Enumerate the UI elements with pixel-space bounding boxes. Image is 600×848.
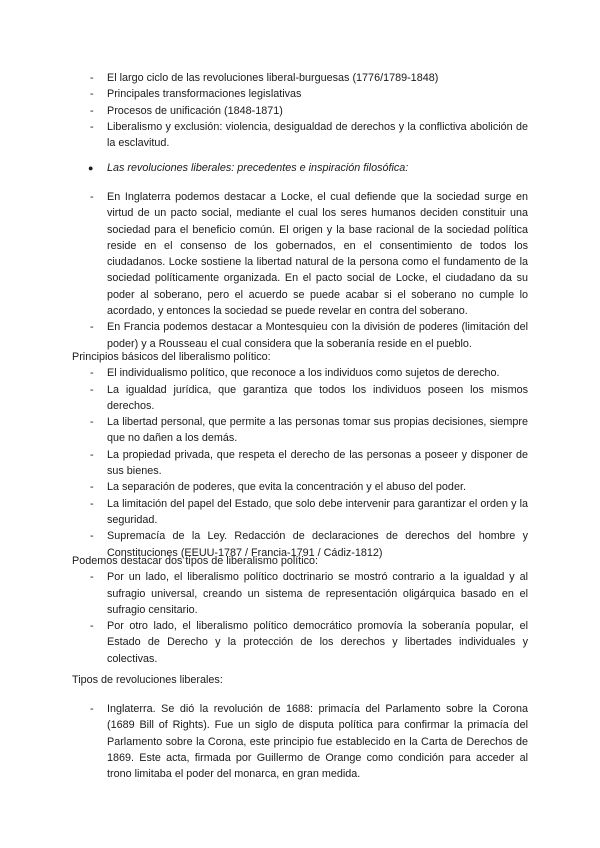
- list-item: - Inglaterra. Se dió la revolución de 1688: primacía del Parlamento sobre la Corona (1689 Bill of Rights). Fue un siglo de disputa política para confirmar la primacía del Parlamento sobre la Corona, este principio fue establecido en la Carta de Derechos de 1869. Este acta, firmada por Guillermo de Orange como condición para acceder al trono limitaba el poder del monarca, en gran medida.: [90, 703, 528, 781]
- list-item: - Por otro lado, el liberalismo político democrático promovía la soberanía popular, el Estado de Derecho y la protección de los derechos y libertades individuales y colectivas.: [90, 620, 528, 665]
- list-item: - En Inglaterra podemos destacar a Locke, el cual defiende que la sociedad surge en virtud de un pacto social, mediante el cual los seres humanos deciden constituir una sociedad para el beneficio común. El origen y la base racional de la sociedad política reside en el consenso de los gobernados, en el consentimiento de todos los ciudadanos. Locke sostiene la libertad natural de la persona como el fundamento de la sociedad políticamente organizada. En el pacto social de Locke, el ciudadano da su poder al soberano, pero el acuerdo se puede acabar si el soberano no cumple lo acordado, y entonces la sociedad se puede revelar en contra del soberano.: [90, 191, 528, 318]
- section-heading: [72, 160, 528, 176]
- list-item: - En Francia podemos destacar a Montesquieu con la división de poderes (limitación del poder) y a Rousseau el cual considera que la soberanía reside en el pueblo.: [90, 321, 528, 350]
- revolutions-title: [72, 672, 528, 688]
- intro-list: [72, 70, 528, 151]
- list-item: - El individualismo político, que reconoce a los individuos como sujetos de derecho.: [90, 367, 500, 380]
- list-item: - La separación de poderes, que evita la concentración y el abuso del poder.: [90, 481, 466, 494]
- list-item: - La propiedad privada, que respeta el derecho de las personas a poseer y disponer de sus bienes.: [90, 448, 528, 478]
- list-item: - Supremacía de la Ley. Redacción de declaraciones de derechos del hombre y Constituciones (EEUU-1787 / Francia-1791 / Cádiz-1812): [90, 530, 528, 559]
- types-section: [72, 553, 528, 667]
- list-item: - El largo ciclo de las revoluciones liberal-burguesas (1776/1789-1848): [90, 72, 439, 84]
- list-item: - Liberalismo y exclusión: violencia, desigualdad de derechos y la conflictiva abolición de la esclavitud.: [90, 120, 528, 150]
- principles-title: Principios básicos del liberalismo político:: [72, 351, 271, 363]
- revolutions-title-text: Tipos de revoluciones liberales:: [72, 674, 223, 686]
- list-item: - Procesos de unificación (1848-1871): [90, 104, 283, 117]
- revolutions-list: [72, 701, 528, 782]
- list-item: - Principales transformaciones legislativas: [90, 88, 302, 101]
- list-item: - La igualdad jurídica, que garantiza que todos los individuos poseen los mismos derechos.: [90, 383, 528, 412]
- bullet-item: ● Las revoluciones liberales: precedentes e inspiración filosófica:: [88, 162, 409, 174]
- principles-section: [72, 349, 528, 561]
- list-item: - La libertad personal, que permite a las personas tomar sus propias decisiones, siempre que no dañen a los demás.: [90, 416, 528, 445]
- precedents-list: [72, 189, 528, 352]
- list-item: - Por un lado, el liberalismo político doctrinario se mostró contrario a la igualdad y al sufragio universal, creando un sistema de representación oligárquica basado en el sufragio censitario.: [90, 571, 528, 616]
- types-title: Podemos destacar dos tipos de liberalismo político:: [72, 555, 319, 567]
- list-item: - La limitación del papel del Estado, que solo debe intervenir para garantizar el orden y la seguridad.: [90, 497, 528, 526]
